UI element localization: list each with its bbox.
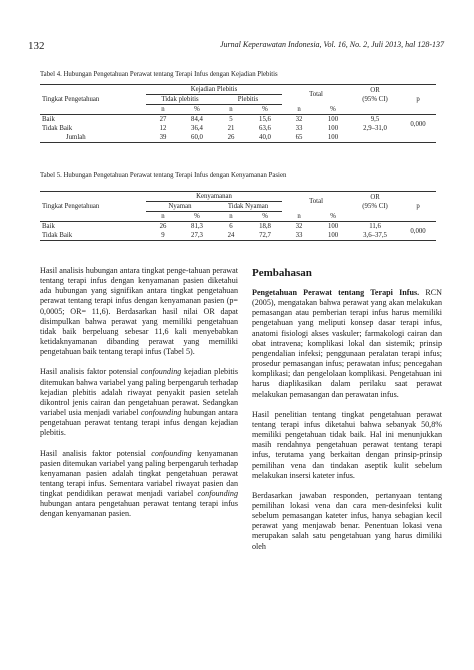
table5-pct: % — [248, 212, 282, 222]
paragraph: Hasil penelitian tentang tingkat pengetahuan perawat tentang terapi infus diketahui bahwa sebanyak 50,8% memiliki pengetahuan tidak baik. Hal ini menunjukkan masih rendahnya pengetahuan perawat tentang terapi infus, terutama yang berkaitan dengan prinsip-prinsip pemilihan vena dan tindakan aseptik kulit sebelum melakukan insersi kateter infus. — [252, 409, 442, 480]
table5-p-header: p — [400, 192, 436, 222]
cell: 84,4 — [191, 116, 203, 123]
table4-n: n — [214, 105, 248, 115]
cell: 100 — [327, 232, 339, 239]
table5-group-header: Kenyamanan — [146, 192, 282, 202]
table-row — [40, 222, 436, 232]
table5-row-header: Tingkat Pengetahuan — [40, 192, 146, 222]
table5-n: n — [214, 212, 248, 222]
cell: 81,3 — [191, 223, 203, 230]
table4-p-value: 0,000 — [410, 120, 426, 128]
table-row — [40, 133, 436, 143]
cell: 11,6 — [369, 223, 381, 230]
cell: 32 — [295, 116, 303, 123]
table5-or-header: OR (95% CI) — [362, 193, 388, 210]
cell: 27 — [159, 116, 167, 123]
cell: 6 — [229, 223, 233, 230]
table4-row-header: Tingkat Pengetahuan — [40, 85, 146, 115]
left-column — [40, 266, 238, 520]
cell: 72,7 — [259, 232, 271, 239]
page-header — [28, 40, 444, 54]
cell: 24 — [227, 232, 235, 239]
table4-pct: % — [180, 105, 214, 115]
cell: 100 — [327, 223, 339, 230]
table4-p-header: p — [400, 85, 436, 115]
cell: 3,6–37,5 — [363, 232, 387, 239]
table5-caption: Tabel 5. Hubungan Pengetahuan Perawat tentang Terapi Infus dengan Kenyamanan Pasien — [40, 172, 287, 179]
cell: 21 — [227, 125, 235, 132]
paragraph: Hasil analisis faktor potensial confounding kenyamanan pasien ditemukan variabel yang paling berpengaruh terhadap kenyamanan pasien adalah tingkat pengetahuan perawat tentang terapi infus. Sementara variabel riwayat pasien dan tingkat pendidikan perawat menjadi variabel confounding hubungan antara pengetahuan perawat tentang terapi infus dengan kenyamanan pasien. — [40, 448, 238, 519]
table4-sub1: Tidak plebitis — [146, 95, 214, 105]
cell: 15,6 — [259, 116, 271, 123]
table5-header-row1 — [40, 192, 436, 202]
table5-p-value: 0,000 — [400, 222, 436, 241]
cell: 100 — [327, 125, 339, 132]
page-number: 132 — [28, 40, 45, 52]
cell: 18,8 — [259, 223, 271, 230]
table5-pct: % — [180, 212, 214, 222]
cell: 12 — [159, 125, 167, 132]
section-title: Pembahasan — [252, 267, 312, 279]
table-row — [40, 231, 436, 241]
cell — [400, 133, 436, 143]
cell: 100 — [327, 134, 339, 141]
table4-pct: % — [316, 105, 350, 115]
row-label: Jumlah — [66, 134, 86, 141]
cell: 63,6 — [259, 125, 271, 132]
table4-n: n — [282, 105, 316, 115]
table4-or-header: OR (95% CI) — [362, 86, 388, 103]
cell: 26 — [159, 223, 167, 230]
table4-or-spacer — [350, 105, 400, 115]
cell — [350, 133, 400, 143]
row-label: Baik — [42, 116, 55, 123]
table4-n: n — [146, 105, 180, 115]
table-row — [40, 115, 436, 125]
row-label: Baik — [42, 223, 55, 230]
cell: 26 — [227, 134, 235, 141]
cell: 2,9–31,0 — [363, 125, 387, 132]
cell: 33 — [295, 125, 303, 132]
row-label: Tidak Baik — [42, 125, 73, 132]
paragraph: Hasil analisis faktor potensial confounding kejadian plebitis ditemukan bahwa variabel yang paling berpengaruh terhadap kejadian plebitis adalah riwayat penyakit pasien setelah dikontrol jenis cairan dan pengetahuan perawat. Sedangkan variabel usia menjadi variabel confounding hubungan antara pengetahuan perawat tentang terapi infus dengan kejadian plebitis. — [40, 367, 238, 438]
right-column — [252, 266, 442, 552]
subheading: Pengetahuan Perawat tentang Terapi Infus. — [252, 288, 420, 297]
table5-or-spacer — [350, 212, 400, 222]
cell: 9,5 — [370, 116, 380, 123]
paragraph: Berdasarkan jawaban responden, pertanyaan tentang pemilihan lokasi vena dan cara men-desinfeksi kulit sebelum pemasangan kateter infus, hanya sebagian kecil perawat yang menjawab benar. Penentuan lokasi vena merupakan salah satu pengetahuan yang harus dimiliki oleh — [252, 490, 442, 551]
table4-caption: Tabel 4. Hubungan Pengetahuan Perawat tentang Terapi Infus dengan Kejadian Plebitis — [40, 71, 278, 78]
table4-sub2: Plebitis — [214, 95, 282, 105]
cell: 9 — [161, 232, 165, 239]
table5-sub1: Nyaman — [146, 202, 214, 212]
table4-pct: % — [248, 105, 282, 115]
table5-pct: % — [316, 212, 350, 222]
cell: 65 — [295, 134, 303, 141]
cell: 32 — [295, 223, 303, 230]
cell: 36,4 — [191, 125, 203, 132]
cell: 60,0 — [191, 134, 203, 141]
cell: 33 — [295, 232, 303, 239]
journal-reference: Jurnal Keperawatan Indonesia, Vol. 16, No. 2, Juli 2013, hal 128-137 — [220, 40, 444, 49]
table4-total-header: Total — [309, 91, 323, 99]
cell: 27,3 — [191, 232, 203, 239]
cell: 100 — [327, 116, 339, 123]
table4 — [40, 84, 436, 143]
table5-sub2: Tidak Nyaman — [214, 202, 282, 212]
table5-n: n — [282, 212, 316, 222]
row-label: Tidak Baik — [42, 232, 73, 239]
table5-n: n — [146, 212, 180, 222]
paragraph: Hasil analisis hubungan antara tingkat penge-tahuan perawat tentang terapi infus dengan kenyamanan pasien diketahui ada hubungan yang signifikan antara tingkat pengetahuan perawat tentang terapi infus dengan kenyamanan pasien (p= 0,0005; OR= 11,6). Berdasarkan hasil nilai OR dapat disimpulkan bahwa perawat yang memiliki pengetahuan tidak baik berpeluang sebesar 11,6 kali menyebabkan ketidaknyamanan dibanding perawat yang memiliki pengetahuan baik tentang terapi infus (Tabel 5). — [40, 266, 238, 357]
table5 — [40, 191, 436, 241]
cell: 39 — [159, 134, 167, 141]
cell: 5 — [229, 116, 233, 123]
paragraph: Pengetahuan Perawat tentang Terapi Infus. RCN (2005), mengatakan bahwa perawat yang akan melakukan pemasangan atau pemberian terapi infus harus memiliki pengetahuan yang meliputi konsep dasar terapi infus, anatomi fisiologi akses vaskuler; farmakologi cairan dan obat intravena; komplikasi lokal dan sistemik; prinsip pengendalian infeksi; penggunaan peralatan terapi infus; prosedur pemasangan infus; perawatan infus; pencegahan komplikasi; dan pengelolaan komplikasi. Pengetahuan ini harus diaplikasikan dalam perilaku saat perawat melakukan pemasangan dan perawatan infus. — [252, 288, 443, 399]
table4-group-header: Kejadian Plebitis — [146, 85, 282, 95]
cell: 40,0 — [259, 134, 271, 141]
table5-total-header: Total — [309, 198, 323, 206]
table-row — [40, 124, 436, 133]
table4-header-row1 — [40, 85, 436, 95]
